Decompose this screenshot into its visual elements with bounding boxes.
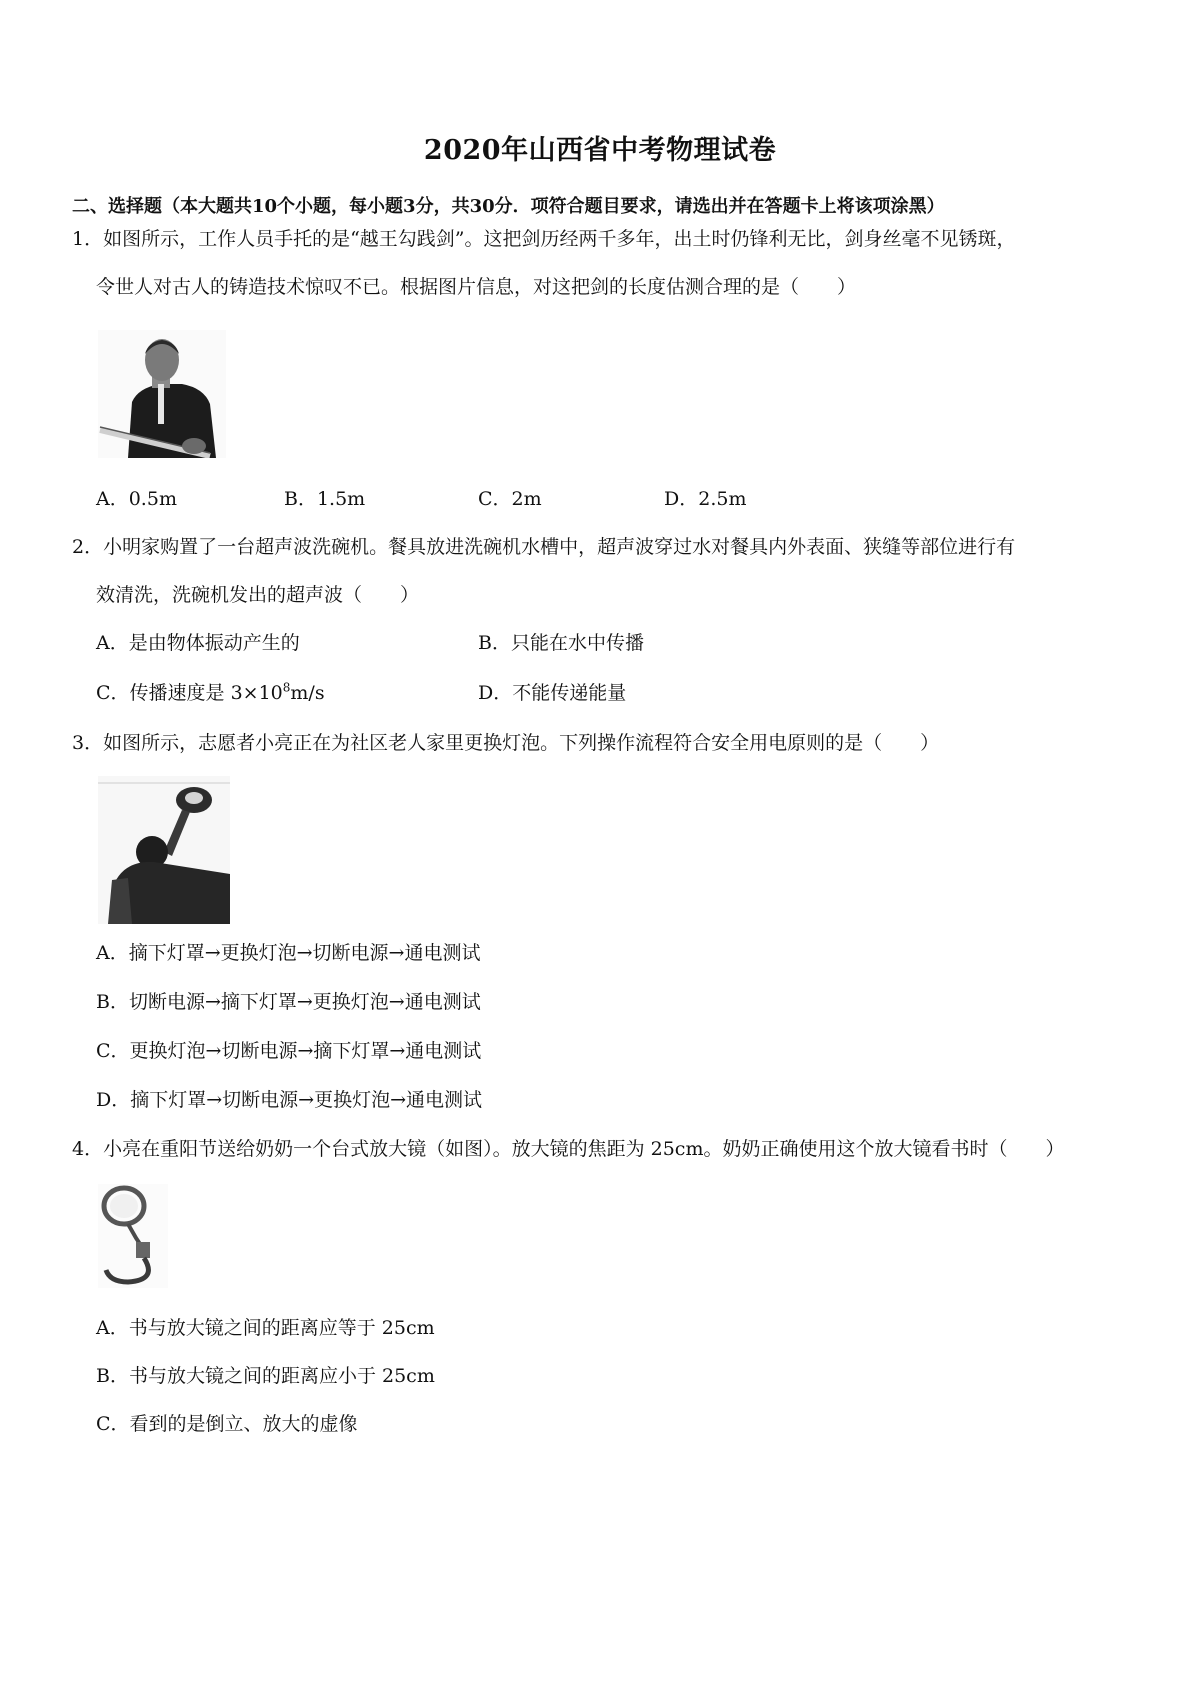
question-3-option-a: A．摘下灯罩→更换灯泡→切断电源→通电测试: [96, 942, 481, 964]
option-c-prefix: C．传播速度是 3×10: [96, 682, 283, 704]
magnifier-photo-figure: [98, 1184, 168, 1288]
question-3-option-b: B．切断电源→摘下灯罩→更换灯泡→通电测试: [96, 991, 481, 1013]
page-title: 2020年山西省中考物理试卷: [423, 135, 777, 166]
question-3-option-c: C．更换灯泡→切断电源→摘下灯罩→通电测试: [96, 1040, 482, 1062]
question-4-line-1: 4．小亮在重阳节送给奶奶一个台式放大镜（如图）。放大镜的焦距为 25cm。奶奶正确使用这个放大镜看书时（ ）: [72, 1138, 1065, 1160]
question-1-line-2: 令世人对古人的铸造技术惊叹不已。根据图片信息，对这把剑的长度估测合理的是（ ）: [96, 276, 857, 298]
section-heading: 二、选择题（本大题共10个小题，每小题3分，共30分．项符合题目要求，请选出并在答题卡上将该项涂黑）: [72, 196, 945, 217]
question-2-line-2: 效清洗，洗碗机发出的超声波（ ）: [96, 584, 420, 606]
question-1-option-a: A．0.5m: [96, 488, 177, 510]
question-4-option-a: A．书与放大镜之间的距离应等于 25cm: [96, 1317, 435, 1339]
sword-photo-figure: [98, 330, 226, 458]
question-3-option-d: D．摘下灯罩→切断电源→更换灯泡→通电测试: [96, 1089, 482, 1111]
question-2-option-d: D．不能传递能量: [478, 682, 627, 704]
question-3-line-1: 3．如图所示，志愿者小亮正在为社区老人家里更换灯泡。下列操作流程符合安全用电原则的是（ ）: [72, 732, 940, 754]
question-4-option-b: B．书与放大镜之间的距离应小于 25cm: [96, 1365, 435, 1387]
question-1-option-b: B．1.5m: [284, 488, 366, 510]
question-1-option-c: C．2m: [478, 488, 542, 510]
question-2-line-1: 2．小明家购置了一台超声波洗碗机。餐具放进洗碗机水槽中，超声波穿过水对餐具内外表面、狭缝等部位进行有: [72, 536, 1016, 558]
question-2-option-a: A．是由物体振动产生的: [96, 632, 300, 654]
option-c-unit: m/s: [290, 682, 325, 704]
question-1-line-1: 1．如图所示，工作人员手托的是“越王勾践剑”。这把剑历经两千多年，出土时仍锋利无比，剑身丝毫不见锈斑，: [72, 228, 1016, 250]
question-1-option-d: D．2.5m: [664, 488, 747, 510]
question-2-option-c: [96, 682, 325, 704]
question-4-option-c: C．看到的是倒立、放大的虚像: [96, 1413, 358, 1435]
option-c-exponent: 8: [282, 680, 291, 695]
lightbulb-photo-figure: [98, 776, 230, 924]
question-2-option-b: B．只能在水中传播: [478, 632, 644, 654]
